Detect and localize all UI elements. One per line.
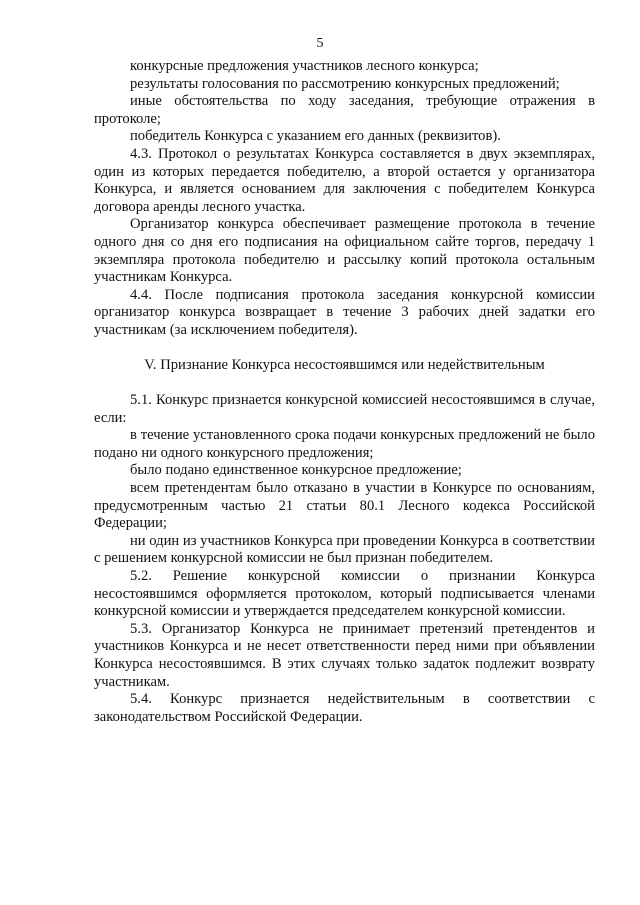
paragraph-5-4: 5.4. Конкурс признается недействительным в соответствии с законодательством Российской Федерации.	[94, 691, 595, 725]
paragraph-5-3: 5.3. Организатор Конкурса не принимает претензий претендентов и участников Конкурса и не несет ответственности перед ними при объявлении Конкурса несостоявшимся. В этих случаях только задаток подлежит возврату участникам.	[94, 620, 595, 690]
paragraph-5-1-b: было подано единственное конкурсное предложение;	[130, 462, 462, 479]
paragraph-top-3: иные обстоятельства по ходу заседания, требующие отражения в протоколе;	[94, 93, 595, 127]
paragraph-top-4: победитель Конкурса с указанием его данных (реквизитов).	[130, 128, 501, 145]
page-number: 5	[316, 36, 324, 51]
paragraph-5-1-c: всем претендентам было отказано в участии в Конкурсе по основаниям, предусмотренным частью 21 статьи 80.1 Лесного кодекса Российской Федерации;	[94, 480, 595, 532]
paragraph-4-4: 4.4. После подписания протокола заседания конкурсной комиссии организатор конкурса возвращает в течение 3 рабочих дней задатки его участникам (за исключением победителя).	[94, 286, 595, 338]
paragraph-5-1-d: ни один из участников Конкурса при проведении Конкурса в соответствии с решением конкурсной комиссии не был признан победителем.	[94, 532, 595, 567]
paragraph-5-2: 5.2. Решение конкурсной комиссии о признании Конкурса несостоявшимся оформляется протоколом, который подписывается членами конкурсной комиссии и утверждается председателем конкурсной комиссии.	[94, 568, 595, 620]
paragraph-top-1: конкурсные предложения участников лесного конкурса;	[130, 58, 479, 74]
paragraph-organizer: Организатор конкурса обеспечивает размещение протокола в течение одного дня со дня его подписания на официальном сайте торгов, передачу 1 экземпляра протокола победителю и рассылку копий протокола остальным участникам Конкурса.	[94, 216, 595, 286]
paragraph-5-1: 5.1. Конкурс признается конкурсной комиссией несостоявшимся в случае, если:	[94, 392, 595, 426]
paragraph-4-3: 4.3. Протокол о результатах Конкурса составляется в двух экземплярах, один из которых передается победителю, а второй остается у организатора Конкурса, и является основанием для заключения с победителем Конкурса договора аренды лесного участка.	[94, 145, 595, 215]
document-body	[94, 58, 595, 726]
section-heading: V. Признание Конкурса несостоявшимся или недействительным	[144, 356, 545, 373]
paragraph-top-2: результаты голосования по рассмотрению конкурсных предложений;	[130, 75, 560, 92]
paragraph-5-1-a: в течение установленного срока подачи конкурсных предложений не было подано ни одного конкурсного предложения;	[94, 427, 595, 461]
